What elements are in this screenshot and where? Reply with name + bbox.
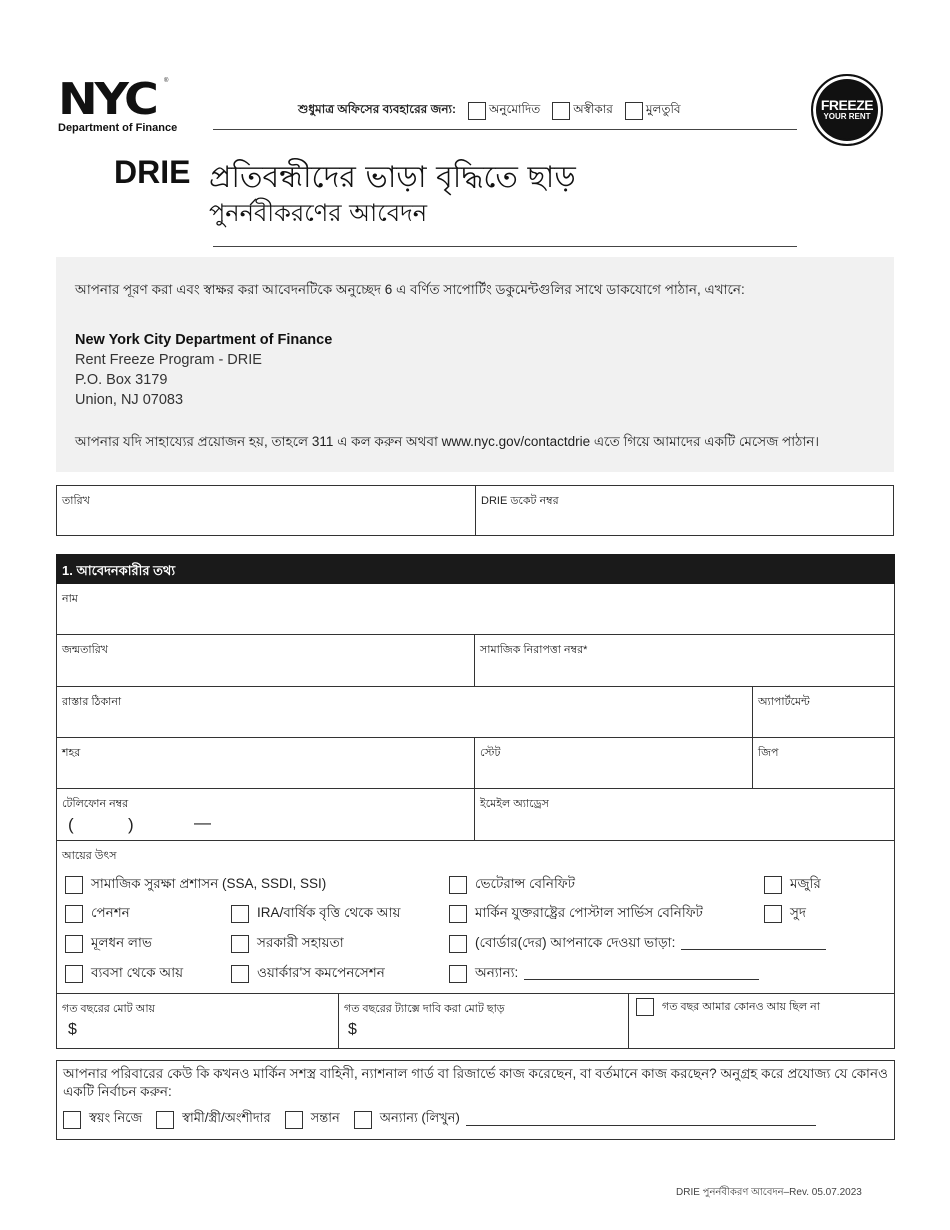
docket-number-field[interactable] — [476, 486, 893, 535]
income-business[interactable] — [65, 962, 183, 985]
grid-line — [628, 993, 629, 1048]
military-self-checkbox[interactable] — [63, 1111, 81, 1129]
income-boarder-checkbox[interactable] — [449, 935, 467, 953]
income-capital-label: মূলধন লাভ — [91, 935, 152, 950]
mail-instruction-text: আপনার পূরণ করা এবং স্বাক্ষর করা আবেদনটিকে অনুচ্ছেদ 6 এ বর্ণিত সাপোর্টিং ডকুমেন্টগুলির সাথে ডাকযোগে পাঠান, এখানে: — [75, 282, 745, 297]
name-label: নাম — [62, 593, 78, 605]
apartment-field[interactable] — [753, 687, 894, 737]
income-ssa-checkbox[interactable] — [65, 876, 83, 894]
office-use-label: শুধুমাত্র অফিসের ব্যবহারের জন্য: — [298, 102, 456, 116]
office-option-denied[interactable] — [552, 101, 613, 121]
military-service-box — [56, 1060, 895, 1140]
city-label: শহর — [62, 747, 81, 759]
income-wages-checkbox[interactable] — [764, 876, 782, 894]
date-label: তারিখ — [62, 495, 90, 507]
form-revision: DRIE পুনর্নবীকরণ আবেদন–Rev. 05.07.2023 — [676, 1187, 862, 1198]
income-boarder-rent[interactable] — [449, 932, 826, 955]
street-label: রাস্তার ঠিকানা — [62, 696, 122, 708]
office-denied-checkbox[interactable] — [552, 102, 570, 120]
docket-label: DRIE ডকেট নম্বর — [481, 495, 559, 507]
military-spouse-label: স্বামী/স্ত্রী/অংশীদার — [182, 1110, 271, 1125]
income-other-label: অন্যান্য: — [475, 965, 519, 980]
military-other-line[interactable] — [466, 1114, 816, 1126]
income-wages[interactable] — [764, 873, 821, 896]
nyc-logo-mark: NYC — [58, 74, 156, 125]
email-label: ইমেইল অ্যাড্রেস — [480, 798, 549, 810]
income-capital-gains[interactable] — [65, 932, 152, 955]
dob-label: জন্মতারিখ — [62, 644, 109, 656]
income-usps-checkbox[interactable] — [449, 905, 467, 923]
income-pension-checkbox[interactable] — [65, 905, 83, 923]
help-text: আপনার যদি সাহায্যের প্রয়োজন হয়, তাহলে 311 এ কল করুন অথবা www.nyc.gov/contactdrie এতে গিয়ে আমাদের একটি মেসেজ পাঠান। — [75, 434, 820, 449]
name-field[interactable] — [57, 584, 894, 634]
military-other-label: অন্যান্য (লিখুন) — [379, 1110, 460, 1125]
mailing-address — [75, 330, 332, 410]
no-income-checkbox[interactable] — [636, 998, 654, 1016]
income-interest-label: সুদ — [790, 905, 807, 920]
military-child-label: সন্তান — [310, 1110, 340, 1125]
income-other-checkbox[interactable] — [449, 965, 467, 983]
total-income-label: গত বছরের মোট আয় — [62, 1003, 156, 1015]
income-veterans-checkbox[interactable] — [449, 876, 467, 894]
income-workers-comp[interactable] — [231, 962, 385, 985]
address-city: Union, NJ 07083 — [75, 392, 184, 408]
registered-mark: ® — [164, 78, 169, 84]
income-ira-checkbox[interactable] — [231, 905, 249, 923]
phone-label: টেলিফোন নম্বর — [62, 798, 129, 810]
city-field[interactable] — [57, 738, 474, 788]
title-rule — [213, 246, 797, 247]
income-other[interactable] — [449, 962, 759, 985]
income-business-label: ব্যবসা থেকে আয় — [91, 965, 184, 980]
address-org: New York City Department of Finance — [75, 332, 333, 348]
income-usps[interactable] — [449, 902, 703, 925]
office-use-row — [298, 101, 693, 121]
income-workers-comp-checkbox[interactable] — [231, 965, 249, 983]
tax-deduction-label: গত বছরের ট্যাক্সে দাবি করা মোট ছাড় — [344, 1003, 505, 1015]
address-po-box: P.O. Box 3179 — [75, 372, 168, 388]
office-denied-label: অস্বীকার — [573, 102, 613, 116]
state-field[interactable] — [475, 738, 752, 788]
income-veterans-label: ভেটেরান্স বেনিফিট — [475, 876, 576, 891]
email-field[interactable] — [475, 789, 894, 840]
income-capital-checkbox[interactable] — [65, 935, 83, 953]
military-child-checkbox[interactable] — [285, 1111, 303, 1129]
address-program: Rent Freeze Program - DRIE — [75, 352, 262, 368]
income-interest[interactable] — [764, 902, 806, 925]
form-title-line2: পুনর্নবীকরণের আবেদন — [209, 199, 428, 227]
military-option-other[interactable] — [354, 1109, 816, 1130]
date-docket-box — [56, 485, 894, 536]
income-ssa[interactable] — [65, 873, 326, 896]
military-option-spouse[interactable] — [156, 1109, 271, 1130]
phone-close-paren: ) — [128, 815, 134, 834]
nyc-logo — [58, 74, 203, 136]
office-approved-checkbox[interactable] — [468, 102, 486, 120]
section-applicant-info-heading: 1. আবেদনকারীর তথ্য — [56, 554, 895, 584]
boarder-amount-line[interactable] — [681, 938, 826, 950]
income-business-checkbox[interactable] — [65, 965, 83, 983]
header-rule — [213, 129, 797, 130]
income-usps-label: মার্কিন যুক্তরাষ্ট্রের পোস্টাল সার্ভিস বেনিফিট — [475, 905, 703, 920]
applicant-info-grid — [56, 584, 895, 1049]
zip-field[interactable] — [753, 738, 894, 788]
office-option-pending[interactable] — [625, 101, 681, 121]
income-other-line[interactable] — [524, 968, 759, 980]
military-option-self[interactable] — [63, 1109, 142, 1130]
total-income-field[interactable] — [57, 994, 338, 1048]
state-label: স্টেট — [480, 747, 501, 759]
tax-deduction-currency: $ — [348, 1021, 357, 1038]
phone-open-paren: ( — [68, 815, 74, 834]
telephone-field[interactable] — [57, 789, 474, 840]
military-self-label: স্বয়ং নিজে — [89, 1110, 143, 1125]
no-income-option[interactable] — [636, 998, 820, 1017]
income-ssa-label: সামাজিক সুরক্ষা প্রশাসন (SSA, SSDI, SSI) — [91, 876, 327, 891]
income-public-assist-checkbox[interactable] — [231, 935, 249, 953]
mailing-instructions — [56, 257, 894, 472]
ssn-field[interactable] — [475, 635, 894, 686]
military-question: আপনার পরিবারের কেউ কি কখনও মার্কিন সশস্ত্র বাহিনী, ন্যাশনাল গার্ড বা রিজার্ভে কাজ করেছেন, বা বর্তমানে কাজ করছেন? অনুগ্রহ করে প্রযোজ্য যে কোনও একটি নির্বাচন করুন: — [63, 1066, 888, 1099]
income-sources-label: আয়ের উৎস — [62, 850, 117, 862]
income-pension-label: পেনশন — [91, 905, 130, 920]
income-wages-label: মজুরি — [790, 876, 821, 891]
program-title: DRIE — [114, 154, 191, 190]
date-field[interactable] — [57, 486, 475, 535]
apt-label: অ্যাপার্টমেন্ট — [758, 696, 810, 708]
income-public-assistance[interactable] — [231, 932, 344, 955]
military-option-child[interactable] — [285, 1109, 340, 1130]
office-pending-checkbox[interactable] — [625, 102, 643, 120]
tax-deduction-field[interactable] — [339, 994, 628, 1048]
income-pension[interactable] — [65, 902, 130, 925]
military-options — [63, 1109, 830, 1130]
income-ira[interactable] — [231, 902, 401, 925]
income-ira-label: IRA/বার্ষিক বৃত্তি থেকে আয় — [257, 905, 401, 920]
department-name: Department of Finance — [58, 122, 178, 134]
income-workers-comp-label: ওয়ার্কার'স কমপেনসেশন — [257, 965, 385, 980]
zip-label: জিপ — [758, 747, 779, 759]
office-approved-label: অনুমোদিত — [488, 102, 541, 116]
phone-dash: — — [194, 813, 211, 832]
dob-field[interactable] — [57, 635, 474, 686]
military-other-checkbox[interactable] — [354, 1111, 372, 1129]
income-public-assist-label: সরকারী সহায়তা — [257, 935, 344, 950]
office-option-approved[interactable] — [468, 101, 540, 121]
total-income-currency: $ — [68, 1021, 77, 1038]
ssn-label: সামাজিক নিরাপত্তা নম্বর* — [480, 644, 588, 656]
income-veterans[interactable] — [449, 873, 575, 896]
income-interest-checkbox[interactable] — [764, 905, 782, 923]
grid-line — [57, 840, 894, 841]
badge-line1: FREEZE — [820, 97, 874, 113]
military-spouse-checkbox[interactable] — [156, 1111, 174, 1129]
no-income-label: গত বছর আমার কোনও আয় ছিল না — [662, 1001, 820, 1013]
income-boarder-label: (বোর্ডার(দের) আপনাকে দেওয়া ভাড়া: — [475, 935, 676, 950]
street-address-field[interactable] — [57, 687, 752, 737]
badge-line2: YOUR RENT — [823, 112, 871, 121]
freeze-your-rent-badge — [811, 74, 883, 146]
form-title-line1: প্রতিবন্ধীদের ভাড়া বৃদ্ধিতে ছাড় — [209, 160, 576, 195]
office-pending-label: মুলতুবি — [645, 102, 681, 116]
